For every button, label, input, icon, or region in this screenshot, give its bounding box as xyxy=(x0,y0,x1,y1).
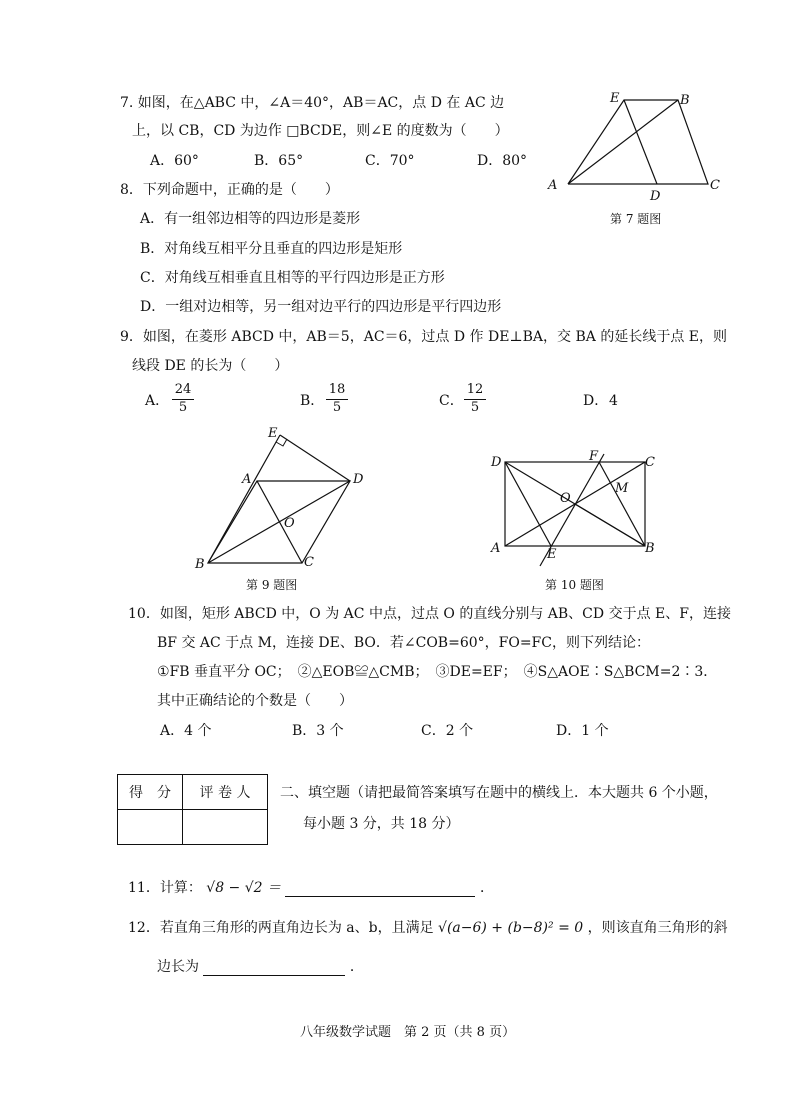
grader-header: 评 卷 人 xyxy=(183,775,268,810)
page-footer: 八年级数学试题 第 2 页（共 8 页） xyxy=(300,1025,516,1040)
q10-figure xyxy=(485,448,665,570)
q7-line1: 7. 如图，在△ABC 中，∠A＝40°，AB＝AC，点 D 在 AC 边 xyxy=(120,95,505,111)
q7-option-d: D．80° xyxy=(477,153,528,169)
q7-label-c: C xyxy=(710,178,720,193)
q8-option-a: A．有一组邻边相等的四边形是菱形 xyxy=(140,211,361,227)
q10-line4: 其中正确结论的个数是（ ） xyxy=(157,693,353,709)
q12-prefix: 12．若直角三角形的两直角边长为 a、b，且满足 xyxy=(128,920,434,936)
q11-answer-blank[interactable] xyxy=(285,896,475,897)
q12-expression: √(a−6) + (b−8)² = 0 xyxy=(438,920,584,936)
q11-line xyxy=(128,879,494,897)
q9-option-b-denominator: 5 xyxy=(332,400,342,415)
section2-title-line2: 每小题 3 分，共 18 分） xyxy=(303,816,460,832)
q10-label-f: F xyxy=(589,449,599,464)
q9-option-d-value: 4 xyxy=(609,393,618,409)
q10-label-e: E xyxy=(547,547,557,562)
q10-option-a: A．4 个 xyxy=(160,723,212,739)
q9-line1: 9．如图，在菱形 ABCD 中，AB＝5，AC＝6，过点 D 作 DE⊥BA，交 BA 的延长线于点 E，则 xyxy=(120,329,727,345)
q7-line2: 上，以 CB，CD 为边作 □BCDE，则∠E 的度数为（ ） xyxy=(132,123,509,139)
grader-cell[interactable] xyxy=(183,810,268,845)
q9-option-c-denominator: 5 xyxy=(470,400,480,415)
score-table xyxy=(117,774,268,845)
q12-line1 xyxy=(128,919,728,937)
q7-label-a: A xyxy=(548,178,558,193)
q7-label-d: D xyxy=(650,189,661,204)
q10-label-b: B xyxy=(645,541,655,556)
q9-label-b: B xyxy=(195,557,205,572)
q9-option-a-fraction xyxy=(172,382,194,416)
q9-label-c: C xyxy=(304,555,314,570)
q9-option-c-numerator: 12 xyxy=(464,382,486,400)
q10-option-b: B．3 个 xyxy=(292,723,344,739)
q7-option-b: B．65° xyxy=(254,153,304,169)
q9-option-b-letter: B． xyxy=(300,393,325,409)
q10-line3: ①FB 垂直平分 OC； ②△EOB≌△CMB； ③DE=EF； ④S△AOE∶S△BCM=2∶3． xyxy=(157,664,718,680)
q9-label-e: E xyxy=(268,426,278,441)
q12-end: ． xyxy=(349,959,364,975)
q9-option-d-letter: D． xyxy=(583,393,609,409)
q10-option-d: D．1 个 xyxy=(556,723,609,739)
q10-label-d: D xyxy=(491,455,502,470)
q11-suffix: ． xyxy=(479,880,494,896)
q9-label-a: A xyxy=(242,472,252,487)
q10-label-c: C xyxy=(645,455,655,470)
q10-label-o: O xyxy=(560,491,571,506)
score-header: 得 分 xyxy=(118,775,183,810)
q12-suffix: ，则该直角三角形的斜 xyxy=(587,920,728,936)
q7-label-b: B xyxy=(680,93,690,108)
q9-caption: 第 9 题图 xyxy=(246,578,298,592)
q10-label-m: M xyxy=(615,481,629,496)
q7-option-a: A．60° xyxy=(150,153,199,169)
q9-option-b-fraction xyxy=(326,382,348,416)
q9-label-d: D xyxy=(353,472,364,487)
q8-stem: 8．下列命题中，正确的是（ ） xyxy=(120,182,339,198)
q9-label-o: O xyxy=(284,516,295,531)
q10-option-c: C．2 个 xyxy=(421,723,474,739)
q9-option-a-denominator: 5 xyxy=(178,400,188,415)
q12-line2 xyxy=(157,958,364,976)
q8-option-c: C．对角线互相垂直且相等的平行四边形是正方形 xyxy=(140,270,445,286)
q8-option-b: B．对角线互相平分且垂直的四边形是矩形 xyxy=(140,241,403,257)
q9-figure xyxy=(190,425,380,575)
q7-label-e: E xyxy=(610,91,620,106)
q10-caption: 第 10 题图 xyxy=(545,578,604,592)
q11-expression: √8 − √2 ＝ xyxy=(206,880,282,896)
q12-answer-blank[interactable] xyxy=(203,975,345,976)
q7-caption: 第 7 题图 xyxy=(610,212,662,226)
q9-option-b-numerator: 18 xyxy=(326,382,348,400)
q12-line2-text: 边长为 xyxy=(157,959,199,975)
q8-option-d: D．一组对边相等，另一组对边平行的四边形是平行四边形 xyxy=(140,299,502,315)
q9-option-c-fraction xyxy=(464,382,486,416)
q10-line1: 10．如图，矩形 ABCD 中，O 为 AC 中点，过点 O 的直线分别与 AB、CD 交于点 E、F，连接 xyxy=(128,606,731,622)
q7-option-c: C．70° xyxy=(365,153,415,169)
q9-option-a-letter: A． xyxy=(145,393,170,409)
q10-label-a: A xyxy=(491,541,501,556)
q9-option-a-numerator: 24 xyxy=(172,382,194,400)
q9-line2: 线段 DE 的长为（ ） xyxy=(132,358,289,374)
q7-figure xyxy=(540,88,730,208)
section2-title-line1: 二、填空题（请把最简答案填写在题中的横线上．本大题共 6 个小题， xyxy=(280,785,718,801)
q11-prefix: 11．计算： xyxy=(128,880,202,896)
q10-line2: BF 交 AC 于点 M，连接 DE、BO．若∠COB=60°，FO=FC，则下列结论： xyxy=(157,635,650,651)
q9-option-c-letter: C． xyxy=(439,393,464,409)
score-cell[interactable] xyxy=(118,810,183,845)
